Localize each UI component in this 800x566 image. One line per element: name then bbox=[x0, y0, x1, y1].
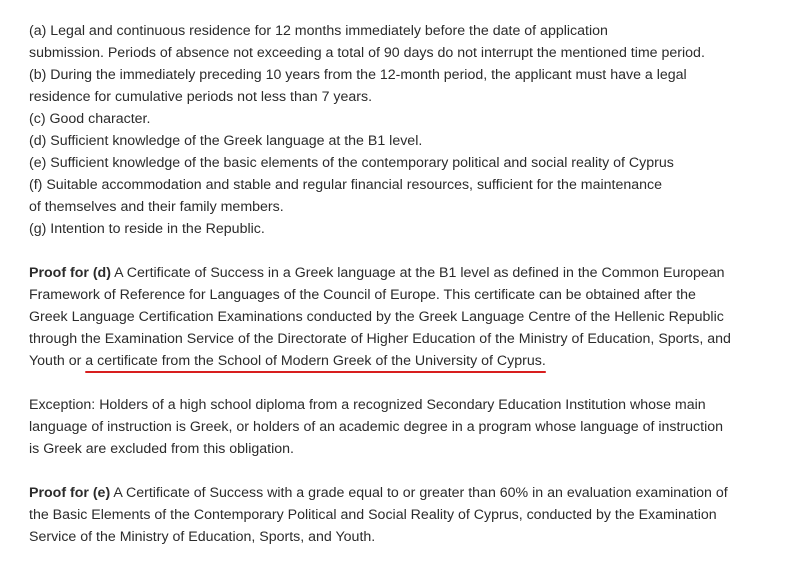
proof-e-paragraph bbox=[29, 482, 789, 548]
proof-e-line: Service of the Ministry of Education, Sports, and Youth. bbox=[29, 529, 376, 545]
exception-line: language of instruction is Greek, or holders of an academic degree in a program whose language of instruction bbox=[29, 419, 724, 435]
requirement-line: submission. Periods of absence not exceeding a total of 90 days do not interrupt the mentioned time period. bbox=[29, 45, 705, 61]
proof-d-line bbox=[29, 262, 789, 284]
highlighted-certificate-text: a certificate from the School of Modern Greek of the University of Cyprus. bbox=[85, 353, 546, 369]
exception-line: is Greek are excluded from this obligation. bbox=[29, 441, 294, 457]
proof-e-line: the Basic Elements of the Contemporary Political and Social Reality of Cyprus, conducted by the Examination bbox=[29, 507, 717, 523]
exception-line: Exception: Holders of a high school diploma from a recognized Secondary Education Institution whose main bbox=[29, 397, 706, 413]
proof-d-paragraph bbox=[29, 262, 789, 372]
requirement-line: residence for cumulative periods not less than 7 years. bbox=[29, 89, 373, 105]
requirement-line: (a) Legal and continuous residence for 12 months immediately before the date of application bbox=[29, 23, 608, 39]
paragraph-gap bbox=[29, 240, 789, 262]
proof-d-text: Youth or bbox=[29, 353, 86, 369]
requirement-line: (g) Intention to reside in the Republic. bbox=[29, 221, 265, 237]
requirement-line: (e) Sufficient knowledge of the basic elements of the contemporary political and social reality of Cyprus bbox=[29, 155, 674, 171]
proof-e-label: Proof for (e) bbox=[29, 485, 111, 501]
proof-d-line: through the Examination Service of the Directorate of Higher Education of the Ministry of Education, Sports, and bbox=[29, 331, 731, 347]
proof-d-line: Framework of Reference for Languages of the Council of Europe. This certificate can be obtained after the bbox=[29, 287, 696, 303]
paragraph-gap bbox=[29, 460, 789, 482]
proof-d-label: Proof for (d) bbox=[29, 265, 111, 281]
paragraph-gap bbox=[29, 372, 789, 394]
proof-d-text: A Certificate of Success in a Greek language at the B1 level as defined in the Common European bbox=[110, 265, 725, 281]
requirements-list bbox=[29, 20, 789, 240]
proof-d-line bbox=[29, 350, 789, 372]
requirement-line: of themselves and their family members. bbox=[29, 199, 284, 215]
requirement-line: (c) Good character. bbox=[29, 111, 151, 127]
proof-d-line: Greek Language Certification Examinations conducted by the Greek Language Centre of the Hellenic Republic bbox=[29, 309, 724, 325]
exception-paragraph bbox=[29, 394, 789, 460]
proof-e-text: A Certificate of Success with a grade equal to or greater than 60% in an evaluation examination of bbox=[110, 485, 728, 501]
requirement-line: (b) During the immediately preceding 10 years from the 12-month period, the applicant must have a legal bbox=[29, 67, 687, 83]
proof-e-line bbox=[29, 482, 789, 504]
requirement-line: (f) Suitable accommodation and stable and regular financial resources, sufficient for the maintenance bbox=[29, 177, 663, 193]
document-body bbox=[29, 20, 789, 548]
requirement-line: (d) Sufficient knowledge of the Greek language at the B1 level. bbox=[29, 133, 423, 149]
